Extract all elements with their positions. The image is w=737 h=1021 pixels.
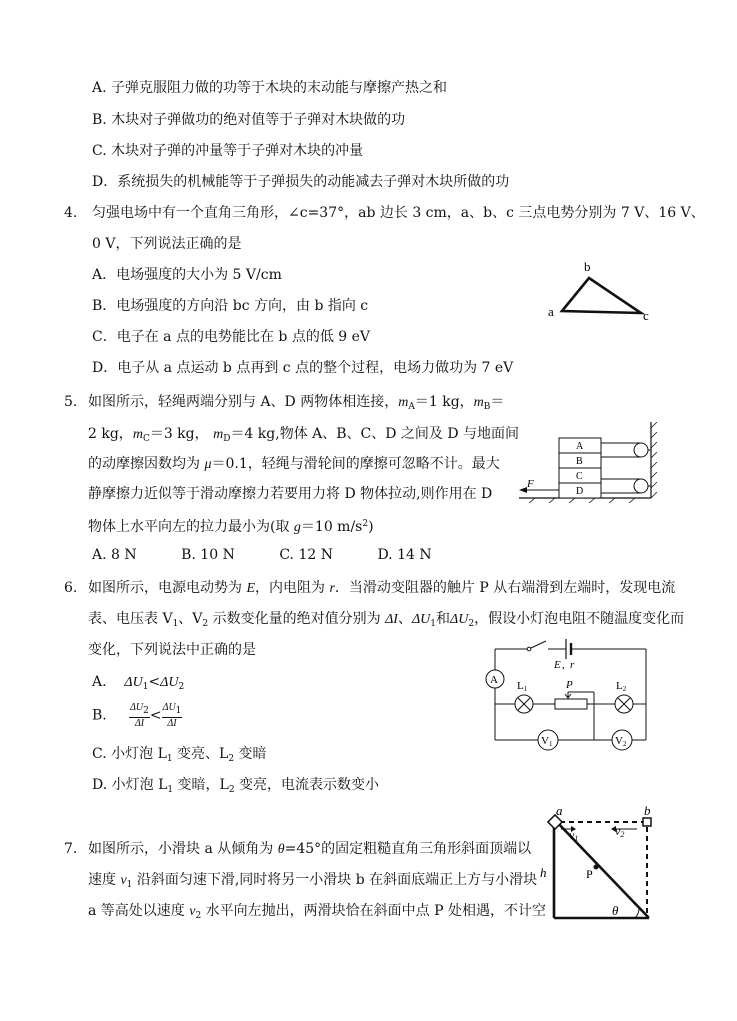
q6-label-a: A	[490, 674, 498, 686]
q4-option-d: D．电子从 a 点运动 b 点再到 c 点的整个过程，电场力做功为 7 eV	[92, 360, 514, 376]
q5-options: A. 8 N B. 10 N C. 12 N D. 14 N	[92, 547, 432, 563]
q7-number: 7.	[64, 841, 78, 857]
q5-label-a: A	[576, 441, 584, 452]
q6-subscript: 2	[468, 619, 475, 629]
q6-subscript: 1	[167, 785, 174, 795]
q5-text: 物体上水平向左的拉力最小为(取	[88, 519, 294, 535]
q3-option-d: D．系统损失的机械能等于子弹损失的动能减去子弹对木块所做的功	[92, 174, 510, 190]
q5-subscript: A	[408, 402, 415, 412]
q6-subscript: 1	[175, 706, 182, 716]
q3-option-b: B. 木块对子弹做功的绝对值等于子弹对木块做的功	[92, 112, 406, 128]
q6-option-label: A.	[92, 674, 107, 690]
q6-text: ．当滑动变阻器的触片 P 从右端滑到左端时，发现电流	[334, 580, 676, 596]
q6-text: 和	[436, 611, 451, 627]
q6-e-symbol: E	[246, 581, 256, 596]
q7-label-v2	[615, 824, 624, 839]
q6-label-sub: 2	[622, 740, 627, 748]
q5-stem-line4: 静摩擦力近似等于滑动摩擦力若要用力将 D 物体拉动,则作用在 D	[88, 486, 493, 502]
q5-blocks-figure	[515, 418, 660, 503]
q6-subscript: 2	[202, 619, 209, 629]
q4-label-a: a	[548, 304, 554, 319]
q5-label-c: C	[576, 471, 583, 482]
q6-delta-u: ΔU	[411, 612, 431, 627]
q5-label-f: F	[527, 478, 534, 490]
q6-subscript: 2	[143, 706, 149, 716]
q6-text: 变暗	[234, 746, 267, 762]
q7-text: 水平向左抛出，两滑块恰在斜面中点 P 处相遇，不计空	[201, 903, 546, 919]
q6-label-l1	[517, 680, 528, 693]
q6-fraction-den: ΔI	[134, 718, 145, 729]
q5-g-symbol: g	[293, 520, 301, 535]
q5-text: ＝3 kg，	[149, 426, 214, 442]
q5-mass-symbol: m	[473, 395, 484, 410]
q6-label-l: L	[517, 680, 524, 692]
q6-number: 6.	[64, 580, 78, 596]
q7-label-p: P	[586, 867, 593, 881]
q6-label-sub: 1	[523, 685, 528, 693]
q5-stem-line3	[88, 454, 500, 474]
q4-number: 4.	[64, 205, 78, 221]
q7-label-h: h	[540, 865, 547, 880]
q6-less-than: <	[148, 674, 161, 690]
q6-fraction-den: ΔI	[167, 718, 177, 729]
q6-subscript: 2	[178, 682, 185, 692]
q7-point-p	[594, 865, 599, 870]
q7-v-symbol: v	[189, 904, 196, 919]
q7-label-sub: 2	[620, 830, 625, 839]
q5-mass-symbol: m	[213, 427, 224, 442]
q6-fraction-num: ΔU	[162, 702, 176, 713]
q6-option-d	[92, 775, 379, 795]
q4-option-c: C．电子在 a 点的电势能比在 b 点的低 9 eV	[92, 329, 371, 345]
q6-circuit-figure	[482, 632, 652, 757]
q7-subscript: 1	[126, 880, 133, 890]
q6-option-c	[92, 744, 267, 764]
q7-text: 速度	[88, 872, 121, 888]
q6-less-than: <	[149, 707, 162, 724]
q7-subscript: 2	[195, 911, 202, 921]
q6-subscript: 1	[430, 619, 437, 629]
q6-label-sub: 1	[548, 740, 553, 748]
q5-pulley-top	[634, 443, 648, 457]
q6-delta-i: ΔI	[385, 612, 398, 627]
q7-stem-line1	[88, 839, 531, 859]
q4-triangle	[562, 278, 641, 313]
q4-option-b: B．电场强度的方向沿 bc 方向，由 b 指向 c	[92, 298, 369, 314]
q6-subscript: 2	[228, 785, 235, 795]
q6-fraction-u1	[162, 702, 183, 729]
q7-label-a: a	[556, 805, 563, 818]
q7-label-v: v	[569, 828, 575, 842]
q6-text: 、	[397, 611, 412, 627]
q6-option-label: B.	[92, 707, 107, 724]
q5-text: ＝	[490, 394, 505, 410]
q5-label-d: D	[576, 486, 584, 497]
q6-subscript: 1	[142, 682, 149, 692]
q6-label-v: V	[615, 735, 623, 747]
q6-delta-u: ΔU	[450, 612, 469, 627]
q7-label-b: b	[644, 805, 651, 818]
q7-text: a 等高处以速度	[88, 903, 190, 919]
q5-subscript: C	[142, 434, 150, 444]
q5-text: ＝0.1，轻绳与滑轮间的摩擦可忽略不计。最大	[211, 456, 500, 472]
q6-text: 如图所示，电源电动势为	[88, 580, 247, 596]
q7-stem-line3	[88, 901, 546, 921]
q7-v-symbol: v	[120, 873, 127, 888]
q6-stem-line3: 变化，下列说法中正确的是	[88, 642, 256, 658]
q5-arrowhead	[519, 487, 527, 493]
q5-number: 5.	[64, 394, 78, 410]
q7-label-v: v	[615, 824, 621, 838]
q6-label-comma: ,	[562, 659, 565, 671]
q6-text: 表、电压表 V	[88, 611, 173, 627]
q5-label-b: B	[576, 456, 583, 467]
q7-stem-line2	[88, 870, 537, 890]
q6-text: 变暗，L	[173, 777, 229, 793]
q3-option-a: A. 子弹克服阻力做的功等于木块的末动能与摩擦产热之和	[92, 80, 448, 96]
q6-text: 示数变化量的绝对值分别为	[208, 611, 386, 627]
q4-label-b: b	[584, 259, 591, 274]
q5-mu-symbol: μ	[204, 457, 212, 472]
q6-text: ，假设小灯泡电阻不随温度变化而	[474, 611, 685, 627]
q6-subscript: 1	[172, 619, 179, 629]
q5-text: ＝10 m/s	[300, 519, 363, 535]
q6-label-e: E	[554, 659, 561, 671]
q7-text: 沿斜面匀速下滑,同时将另一小滑块 b 在斜面底端正上方与小滑块	[132, 872, 538, 888]
q5-text: 如图所示，轻绳两端分别与 A、D 两物体相连接，	[88, 394, 399, 410]
q4-stem-line2: 0 V，下列说法正确的是	[92, 236, 242, 252]
q7-label-sub: 1	[574, 834, 579, 843]
q4-option-a: A．电场强度的大小为 5 V/cm	[92, 267, 282, 283]
q6-subscript: 2	[228, 754, 235, 764]
q7-theta-symbol: θ	[277, 842, 285, 857]
q7-text: =45°的固定粗糙直角三角形斜面顶端以	[284, 841, 532, 857]
q5-superscript: 2	[362, 519, 369, 529]
q6-switch	[531, 641, 546, 648]
q5-stem-line2	[88, 424, 519, 444]
q6-stem-line2	[88, 609, 684, 629]
q5-text: ＝1 kg，	[414, 394, 474, 410]
q6-label-l: L	[616, 680, 623, 692]
q7-text: 如图所示，小滑块 a 从倾角为	[88, 841, 278, 857]
q7-label-theta: θ	[612, 903, 619, 918]
q7-block-b	[643, 818, 651, 826]
q7-label-v1	[569, 828, 578, 843]
q5-stem-line5	[88, 514, 374, 534]
q5-text: )	[368, 519, 374, 535]
q5-subscript: D	[223, 434, 231, 444]
q5-text: 2 kg，	[88, 426, 133, 442]
q7-angle-arc	[635, 908, 639, 918]
q6-stem-line1	[88, 578, 675, 598]
q6-subscript: 1	[166, 754, 173, 764]
q4-stem-line1: 匀强电场中有一个直角三角形，∠c=37°，ab 边长 3 cm，a、b、c 三点电势分别为 7 V、16 V、	[92, 205, 705, 221]
q6-switch-contact	[527, 647, 531, 651]
q6-text: 变亮、L	[172, 746, 229, 762]
q4-label-c: c	[643, 308, 649, 322]
q6-text: C. 小灯泡 L	[92, 746, 167, 762]
q5-subscript: B	[483, 402, 491, 412]
q6-r-symbol: r	[329, 581, 335, 596]
q6-label-l2	[616, 680, 627, 693]
q6-text: D. 小灯泡 L	[92, 777, 168, 793]
q6-delta-u: ΔU	[160, 675, 179, 690]
q6-text: 变亮，电流表示数变小	[234, 777, 380, 793]
q7-incline-figure	[535, 805, 660, 925]
q4-triangle-figure	[540, 256, 660, 322]
q6-fraction-num: ΔU	[130, 702, 144, 713]
q5-text: 的动摩擦因数均为	[88, 456, 205, 472]
q5-stem-line1	[88, 392, 504, 412]
q5-mass-symbol: m	[398, 395, 409, 410]
q6-label-sub: 2	[622, 685, 627, 693]
q3-option-c: C. 木块对子弹的冲量等于子弹对木块的冲量	[92, 143, 364, 159]
q6-fraction-u2	[129, 702, 150, 729]
q6-text: ，内电阻为	[255, 580, 330, 596]
q6-delta-u: ΔU	[124, 675, 143, 690]
q6-option-a	[92, 672, 184, 692]
q6-label-v: V	[541, 735, 549, 747]
q5-pulley-bottom	[634, 479, 648, 493]
q6-text: 、V	[178, 611, 203, 627]
q6-label-p: P	[566, 679, 573, 691]
q5-mass-symbol: m	[132, 427, 143, 442]
q6-option-b	[92, 702, 182, 728]
q6-rheostat	[555, 699, 587, 709]
q5-text: ＝4 kg,物体 A、B、C、D 之间及 D 与地面间	[230, 426, 520, 442]
q6-label-r: r	[570, 659, 575, 671]
